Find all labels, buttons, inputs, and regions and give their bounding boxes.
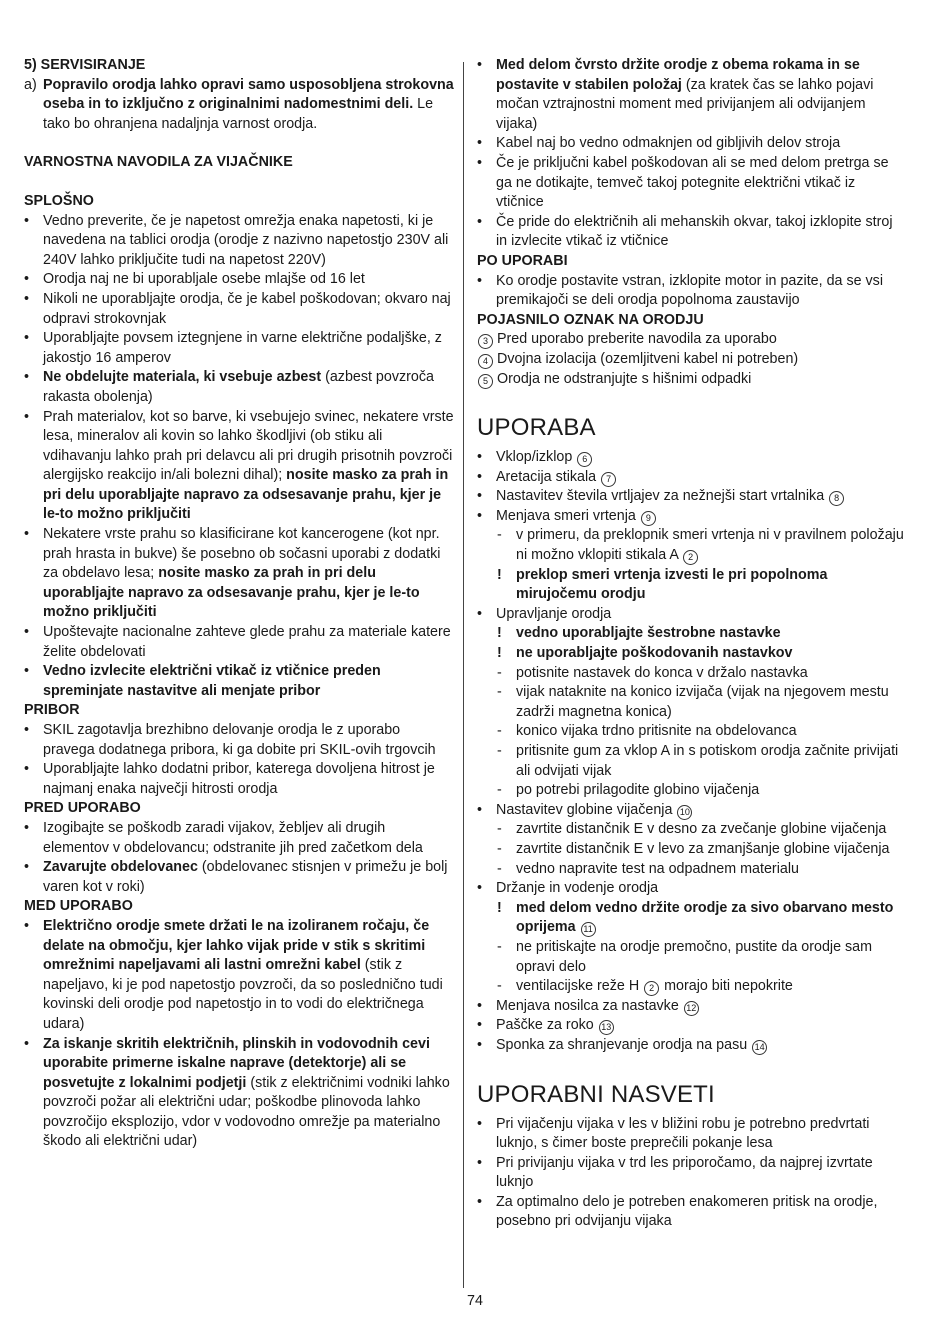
- sub-item: - ne pritiskajte na orodje premočno, pustite da orodje sam opravi delo: [497, 938, 873, 975]
- sub-item: - konico vijaka trdno pritisnite na obdelovanca: [497, 723, 797, 740]
- left-column: [24, 56, 454, 1152]
- warning-item: ! ne uporabljajte poškodovanih nastavkov: [497, 645, 793, 662]
- sub-item: - zavrtite distančnik E v levo za zmanjšanje globine vijačenja: [497, 840, 890, 857]
- list-item: • Sponka za shranjevanje orodja na pasu 14: [477, 1036, 905, 1056]
- list-item: • Aretacija stikala 7: [477, 468, 905, 488]
- sub-item: - zavrtite distančnik E v desno za zvečanje globine vijačenja: [497, 821, 887, 838]
- list-item: • Za optimalno delo je potreben enakomeren pritisk na orodje, posebno pri odvijanju vijaka: [477, 1193, 878, 1230]
- list-item: • Kabel naj bo vedno odmaknjen od gibljivih delov stroja: [477, 135, 841, 152]
- right-column: [477, 56, 905, 1232]
- symbol-item: 4 Dvojna izolacija (ozemljitveni kabel ni potreben): [477, 350, 905, 370]
- list-item: • Vklop/izklop 6: [477, 448, 905, 468]
- use-heading: UPORABA: [477, 414, 596, 442]
- accessories-heading: PRIBOR: [24, 702, 80, 719]
- list-item: • Menjava smeri vrtenja 9: [477, 507, 905, 527]
- general-heading: SPLOŠNO: [24, 192, 94, 209]
- sub-item: - pritisnite gum za vklop A in s potiskom orodja začnite privijati ali odvijati vijak: [497, 743, 899, 779]
- list-item: • Upravljanje orodja: [477, 605, 612, 622]
- sub-item: - vijak nataknite na konico izvijača (vijak na njegovem mestu zadrži magnetna konica): [497, 684, 889, 720]
- list-item: • Prah materialov, kot so barve, ki vsebujejo svinec, nekatere vrste lesa, mineralov ali kovin so lahko škodljivi (ob stiku ali vdihavanju lahko prah pri delavcu ali pri drugih prisotnih povzroči alergijsko reakcijo in/ali bolezni dihal); nosite masko za prah in pri delu uporabljajte napravo za odsesavanje prahu, kjer je le-to možno priključiti: [24, 408, 454, 523]
- warning-item: ! med delom vedno držite orodje za sivo obarvano mesto oprijema 11: [497, 899, 894, 936]
- symbol-item: 3 Pred uporabo preberite navodila za uporabo: [477, 330, 905, 350]
- number-circle-icon: 2: [683, 550, 698, 565]
- sub-item: - potisnite nastavek do konca v držalo nastavka: [497, 664, 808, 681]
- sub-item: - ventilacijske reže H 2 morajo biti nepokrite: [497, 978, 793, 995]
- section-5-heading: 5) SERVISIRANJE: [24, 57, 146, 73]
- warning-item: ! preklop smeri vrtenja izvesti le pri popolnoma mirujočemu orodju: [497, 566, 828, 603]
- after-use-heading: PO UPORABI: [477, 252, 568, 269]
- number-circle-icon: 10: [677, 805, 692, 820]
- list-item: • Zavarujte obdelovanec (obdelovanec stisnjen v primežu je bolj varen kot v roki): [24, 859, 448, 895]
- list-item: • Orodja naj ne bi uporabljale osebe mlajše od 16 let: [24, 271, 365, 288]
- during-use-heading: MED UPORABO: [24, 898, 133, 915]
- list-item: • Pri vijačenju vijaka v les v bližini robu je potrebno predvrtati luknjo, s čimer boste preprečili pokanje lesa: [477, 1115, 870, 1152]
- number-circle-icon: 6: [577, 452, 592, 467]
- symbol-item: 5 Orodja ne odstranjujte s hišnimi odpadki: [477, 370, 905, 390]
- list-item: • SKIL zagotavlja brezhibno delovanje orodja le z uporabo pravega dodatnega pribora, ki ga dobite pri SKIL-ovih trgovcih: [24, 722, 436, 758]
- number-circle-icon: 7: [601, 472, 616, 487]
- number-circle-icon: 5: [478, 374, 493, 389]
- page-number: 74: [467, 1293, 483, 1309]
- list-item: • Pri privijanju vijaka v trd les priporočamo, da najprej izvrtate luknjo: [477, 1154, 873, 1191]
- number-circle-icon: 14: [752, 1040, 767, 1055]
- sub-item: - po potrebi prilagodite globino vijačenja: [497, 782, 760, 799]
- list-item: • Nastavitev števila vrtljajev za nežnejši start vrtalnika 8: [477, 487, 905, 507]
- list-item: • Če pride do električnih ali mehanskih okvar, takoj izklopite stroj in izvlecite vtikač iz vtičnice: [477, 213, 893, 250]
- sub-item: - vedno napravite test na odpadnem materialu: [497, 860, 799, 877]
- list-item: • Za iskanje skritih električnih, plinskih in vodovodnih cevi uporabite primerne iskalne naprave (detektorje) ali se posvetujte z lokalnimi podjetji (stik z električnimi vodniki lahko povzroči požar ali električni udar; poškodbe plinovoda lahko povzročijo eksplozijo, vdor v vodovodno omrežje pa materialno škodo ali električni udar): [24, 1035, 450, 1150]
- list-item: • Izogibajte se poškodb zaradi vijakov, žebljev ali drugih elementov v obdelovancu; odstranite jih pred začetkom dela: [24, 819, 423, 856]
- section-5-item-a: a) Popravilo orodja lahko opravi samo usposobljena strokovna oseba in to izključno z originalnimi nadomestnimi deli. Le tako bo ohranjena nadaljnja varnost orodja.: [24, 76, 454, 132]
- list-item: • Uporabljajte povsem iztegnjene in varne električne podaljške, z jakostjo 16 amperov: [24, 330, 442, 366]
- number-circle-icon: 2: [644, 981, 659, 996]
- sub-item: - v primeru, da preklopnik smeri vrtenja ni v pravilnem položaju ni možno vklopiti stikala A 2: [497, 527, 904, 564]
- list-item: • Ne obdelujte materiala, ki vsebuje azbest (azbest povzroča rakasta obolenja): [24, 369, 434, 405]
- symbols-heading: POJASNILO OZNAK NA ORODJU: [477, 311, 704, 328]
- number-circle-icon: 3: [478, 334, 493, 349]
- number-circle-icon: 11: [581, 922, 596, 937]
- tips-heading: UPORABNI NASVETI: [477, 1080, 715, 1108]
- list-item: • Nikoli ne uporabljajte orodja, če je kabel poškodovan; okvaro naj odpravi strokovnjak: [24, 290, 451, 327]
- list-item: • Nastavitev globine vijačenja 10: [477, 801, 905, 821]
- list-item: • Menjava nosilca za nastavke 12: [477, 997, 905, 1017]
- list-item: • Električno orodje smete držati le na izoliranem ročaju, če delate na območju, kjer lahko vijak pride v stik s skritimi omrežnimi napeljavami ali lastni omrežni kabel (stik z napeljavo, ki je pod napetostjo povzroči, da so poslednično tudi kovinski deli orodje pod napetostjo in to vodi do električnega udara): [24, 917, 443, 1032]
- number-circle-icon: 13: [599, 1020, 614, 1035]
- list-item: • Upoštevajte nacionalne zahteve glede prahu za materiale katere želite obdelovati: [24, 624, 451, 660]
- list-item: • Vedno izvlecite električni vtikač iz vtičnice preden spreminjate nastavitve ali menjate pribor: [24, 663, 381, 699]
- list-item: • Nekatere vrste prahu so klasificirane kot kancerogene (kot npr. prah hrasta in bukve) še posebno ob sočasni uporabi z dodatki za obdelavo lesa; nosite masko za prah in pri delu uporabljajte napravo za odsesavanje prahu, kjer je le-to možno priključiti: [24, 526, 441, 621]
- number-circle-icon: 12: [684, 1001, 699, 1016]
- list-item: • Uporabljajte lahko dodatni pribor, katerega dovoljena hitrost je najmanj enaka največji hitrosti orodja: [24, 761, 435, 797]
- column-divider: [463, 62, 464, 1288]
- number-circle-icon: 9: [641, 511, 656, 526]
- before-use-heading: PRED UPORABO: [24, 800, 141, 817]
- number-circle-icon: 8: [829, 491, 844, 506]
- list-item: • Držanje in vodenje orodja: [477, 880, 659, 897]
- warning-item: ! vedno uporabljajte šestrobne nastavke: [497, 625, 781, 642]
- number-circle-icon: 4: [478, 354, 493, 369]
- list-item: • Vedno preverite, če je napetost omrežja enaka napetosti, ki je navedena na tablici orodja (orodje z nazivno napetostjo 230V ali 240V lahko priključite tudi na napetost 220V): [24, 212, 449, 268]
- list-item: • Med delom čvrsto držite orodje z obema rokama in se postavite v stabilen položaj (za kratek čas se lahko pojavi močan vztrajnostni moment med privijanjem ali odvijanjem vijaka): [477, 57, 874, 132]
- list-item: • Če je priključni kabel poškodovan ali se med delom pretrga se ga ne dotikajte, temveč takoj potegnite električni vtikač iz vtičnice: [477, 154, 889, 211]
- list-item: • Ko orodje postavite vstran, izklopite motor in pazite, da se vsi premikajoči se deli orodja popolnoma zaustavijo: [477, 272, 884, 309]
- list-item: • Paščke za roko 13: [477, 1016, 905, 1036]
- item-marker: a): [24, 76, 37, 93]
- safety-heading: VARNOSTNA NAVODILA ZA VIJAČNIKE: [24, 154, 293, 171]
